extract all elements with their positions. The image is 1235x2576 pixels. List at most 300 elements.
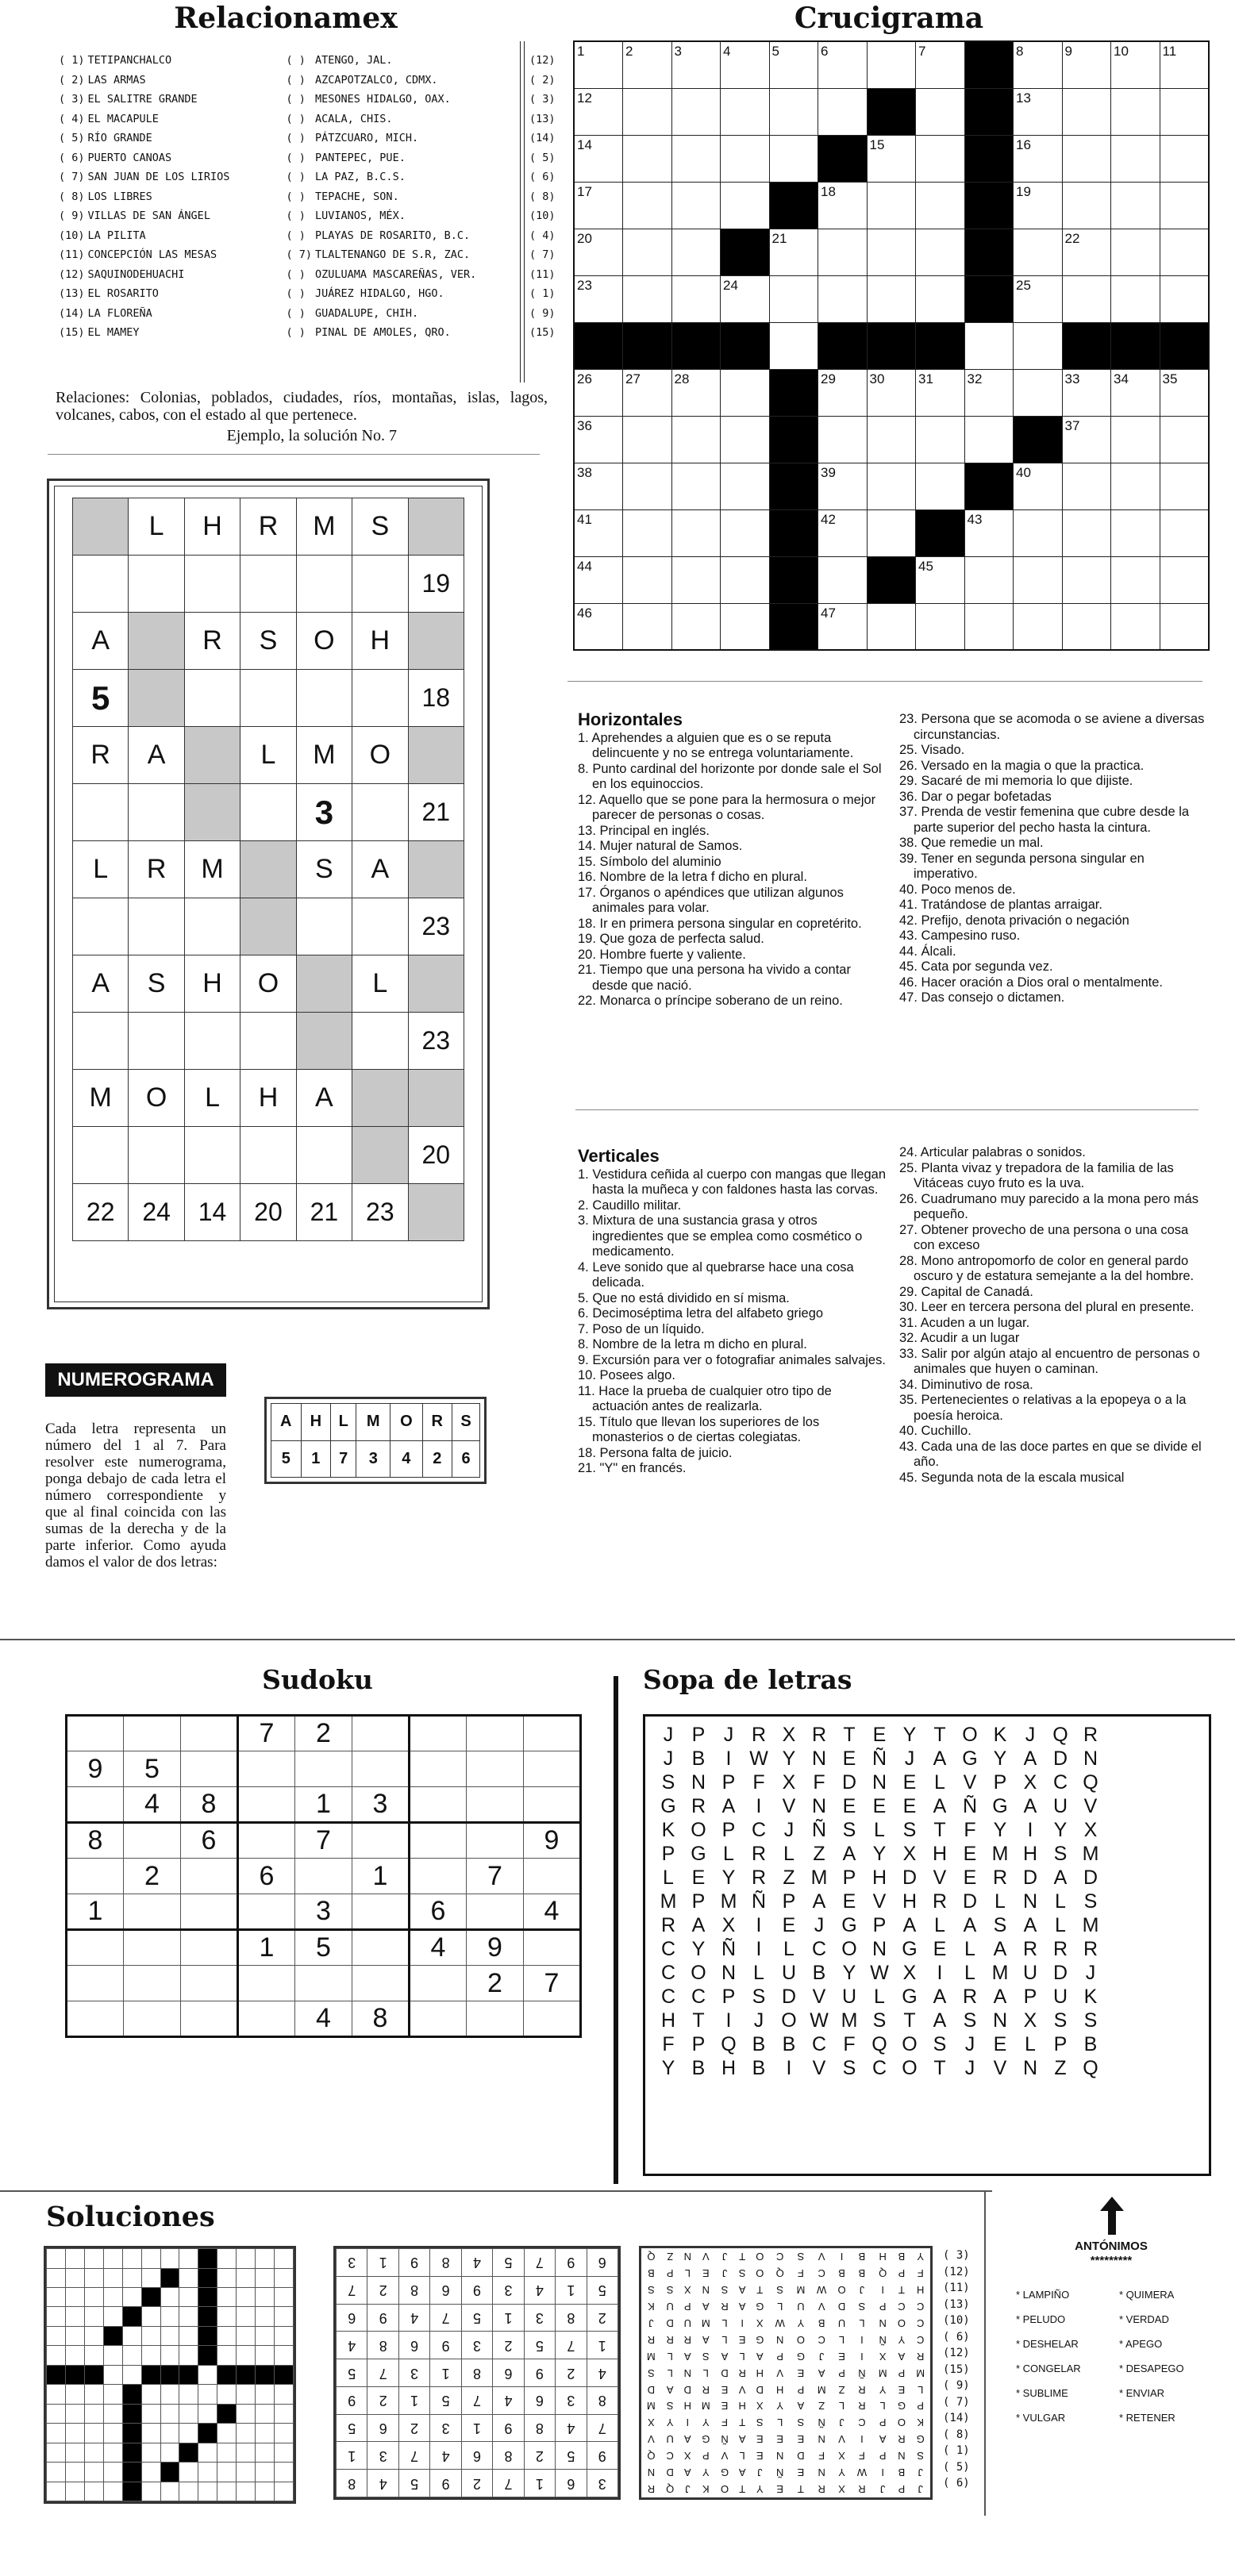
sopa-letter[interactable]: Y xyxy=(902,1723,917,1746)
numerograma-cell[interactable]: L xyxy=(129,498,184,556)
sopa-letter[interactable]: G xyxy=(902,1937,918,1960)
crossword-cell[interactable] xyxy=(867,603,916,650)
numerograma-cell[interactable] xyxy=(184,1013,240,1070)
sopa-letter[interactable]: T xyxy=(843,1723,856,1746)
sudoku-cell[interactable] xyxy=(467,1716,524,1751)
crossword-cell[interactable] xyxy=(1111,603,1160,650)
sopa-letter[interactable]: Ñ xyxy=(811,1818,827,1841)
sudoku-cell[interactable]: 1 xyxy=(238,1930,295,1966)
sopa-letter[interactable]: X xyxy=(782,1723,796,1746)
sudoku-cell[interactable] xyxy=(124,1823,181,1859)
crossword-cell[interactable]: 22 xyxy=(1062,229,1111,275)
sudoku-cell[interactable] xyxy=(67,1966,124,2001)
crossword-cell[interactable]: 31 xyxy=(916,369,965,416)
sopa-letter[interactable]: M xyxy=(991,1961,1009,1984)
sopa-letter[interactable]: F xyxy=(752,1771,765,1794)
crossword-cell[interactable]: 45 xyxy=(916,556,965,603)
sudoku-cell[interactable] xyxy=(181,1751,238,1787)
sopa-letter[interactable]: Y xyxy=(993,1818,1007,1841)
sopa-letter[interactable]: A xyxy=(902,1913,917,1936)
crossword-cell[interactable]: 42 xyxy=(818,509,868,556)
crossword-cell[interactable]: 46 xyxy=(574,603,623,650)
sopa-letter[interactable]: F xyxy=(843,2032,856,2055)
crossword-cell[interactable]: 25 xyxy=(1014,275,1063,322)
sudoku-cell[interactable] xyxy=(67,1716,124,1751)
sopa-letter[interactable]: Z xyxy=(783,1866,795,1889)
sudoku-cell[interactable]: 9 xyxy=(524,1823,581,1859)
numerograma-cell[interactable]: H xyxy=(240,1070,296,1127)
sopa-letter[interactable]: L xyxy=(934,1771,945,1794)
sopa-letter[interactable]: N xyxy=(721,1961,737,1984)
crossword-cell[interactable] xyxy=(1111,509,1160,556)
crossword-cell[interactable]: 36 xyxy=(574,416,623,463)
crossword-cell[interactable] xyxy=(721,135,770,182)
numerograma-cell[interactable]: H xyxy=(184,498,240,556)
crossword-cell[interactable] xyxy=(671,182,721,229)
crossword-cell[interactable] xyxy=(769,88,818,135)
relacion-cell[interactable]: ( ) xyxy=(286,112,306,125)
sopa-letter[interactable]: E xyxy=(902,1771,917,1794)
sopa-letter[interactable]: X xyxy=(1023,1771,1037,1794)
sudoku-cell[interactable] xyxy=(67,2001,124,2037)
numerograma-cell[interactable]: M xyxy=(184,841,240,898)
crossword-cell[interactable]: 27 xyxy=(623,369,672,416)
sopa-letter[interactable]: Z xyxy=(813,1842,825,1865)
numerograma-cell[interactable] xyxy=(129,784,184,841)
sopa-letter[interactable]: Ñ xyxy=(721,1937,737,1960)
sudoku-cell[interactable] xyxy=(352,1823,410,1859)
crossword-cell[interactable] xyxy=(1160,135,1209,182)
sopa-letter[interactable]: T xyxy=(933,1723,946,1746)
sopa-letter[interactable]: T xyxy=(903,2009,916,2032)
crossword-cell[interactable]: 40 xyxy=(1014,463,1063,509)
crossword-cell[interactable]: 16 xyxy=(1014,135,1063,182)
sopa-letter[interactable]: Y xyxy=(993,1747,1007,1770)
crossword-cell[interactable] xyxy=(818,556,868,603)
sudoku-cell[interactable]: 5 xyxy=(124,1751,181,1787)
sopa-letter[interactable]: H xyxy=(660,2009,676,2032)
sopa-letter[interactable]: C xyxy=(751,1818,767,1841)
sopa-letter[interactable]: H xyxy=(902,1890,918,1913)
numerograma-cell[interactable] xyxy=(352,670,408,727)
sudoku-cell[interactable]: 4 xyxy=(410,1930,467,1966)
crossword-cell[interactable] xyxy=(1160,275,1209,322)
crossword-cell[interactable] xyxy=(818,88,868,135)
sopa-letter[interactable]: E xyxy=(842,1747,856,1770)
sopa-letter[interactable]: J xyxy=(753,2009,764,2032)
sopa-letter[interactable]: P xyxy=(842,1866,856,1889)
crossword-cell[interactable] xyxy=(623,416,672,463)
crossword-cell[interactable] xyxy=(867,275,916,322)
sudoku-cell[interactable] xyxy=(67,1787,124,1823)
numerograma-cell[interactable] xyxy=(240,784,296,841)
crossword-cell[interactable] xyxy=(671,135,721,182)
sopa-letter[interactable]: M xyxy=(720,1890,737,1913)
sopa-letter[interactable]: I xyxy=(756,1794,762,1817)
numerograma-cell[interactable]: O xyxy=(352,727,408,784)
sopa-letter[interactable]: R xyxy=(1083,1937,1098,1960)
sopa-letter[interactable]: I xyxy=(1027,1818,1033,1841)
sopa-letter[interactable]: N xyxy=(691,1771,706,1794)
crossword-cell[interactable] xyxy=(1111,88,1160,135)
numerograma-cell[interactable]: M xyxy=(73,1070,129,1127)
sopa-letter[interactable]: N xyxy=(1083,1747,1098,1770)
crossword-cell[interactable] xyxy=(916,229,965,275)
sudoku-cell[interactable]: 6 xyxy=(238,1859,295,1894)
sopa-letter[interactable]: J xyxy=(1085,1961,1096,1984)
sopa-letter[interactable]: L xyxy=(964,1937,975,1960)
sudoku-cell[interactable] xyxy=(295,1859,352,1894)
numerograma-cell[interactable]: S xyxy=(296,841,352,898)
relacion-cell[interactable]: ( ) xyxy=(286,326,306,340)
sopa-letter[interactable]: J xyxy=(814,1913,825,1936)
numerograma-cell[interactable]: L xyxy=(352,955,408,1013)
sopa-letter[interactable]: Ñ xyxy=(962,1794,978,1817)
sudoku-cell[interactable] xyxy=(181,1930,238,1966)
numerograma-cell[interactable]: R xyxy=(240,498,296,556)
sopa-letter[interactable]: T xyxy=(933,1818,946,1841)
sudoku-cell[interactable] xyxy=(238,1894,295,1930)
sopa-letter[interactable]: N xyxy=(871,1771,887,1794)
crossword-cell[interactable]: 4 xyxy=(721,41,770,88)
sudoku-cell[interactable] xyxy=(238,1751,295,1787)
sopa-letter[interactable]: J xyxy=(904,1747,915,1770)
sopa-letter[interactable]: E xyxy=(872,1794,887,1817)
sopa-letter[interactable]: B xyxy=(752,2056,766,2079)
sopa-letter[interactable]: S xyxy=(752,1985,766,2008)
numerograma-cell[interactable] xyxy=(184,898,240,955)
sopa-letter[interactable]: I xyxy=(725,1747,732,1770)
sopa-letter[interactable]: A xyxy=(691,1913,706,1936)
sopa-letter[interactable]: Ñ xyxy=(751,1890,767,1913)
sudoku-cell[interactable]: 8 xyxy=(352,2001,410,2037)
crossword-cell[interactable]: 29 xyxy=(818,369,868,416)
sopa-letter[interactable]: Y xyxy=(872,1842,887,1865)
crossword-cell[interactable]: 6 xyxy=(818,41,868,88)
numerograma-cell[interactable]: O xyxy=(240,955,296,1013)
sopa-letter[interactable]: B xyxy=(752,2032,766,2055)
sudoku-cell[interactable]: 4 xyxy=(524,1894,581,1930)
sudoku-cell[interactable] xyxy=(467,2001,524,2037)
crossword-cell[interactable] xyxy=(671,88,721,135)
sudoku-cell[interactable] xyxy=(524,1751,581,1787)
relacion-cell[interactable]: ( ) xyxy=(286,210,306,223)
sopa-letter[interactable]: V xyxy=(812,2056,826,2079)
sopa-letter[interactable]: O xyxy=(781,2009,797,2032)
crossword-cell[interactable] xyxy=(671,603,721,650)
sopa-letter[interactable]: R xyxy=(1022,1937,1038,1960)
numerograma-cell[interactable]: A xyxy=(296,1070,352,1127)
crossword-cell[interactable]: 28 xyxy=(671,369,721,416)
sudoku-cell[interactable]: 7 xyxy=(467,1859,524,1894)
numerograma-cell[interactable]: M xyxy=(296,498,352,556)
sopa-letter[interactable]: R xyxy=(751,1723,767,1746)
numerograma-cell[interactable]: 22 xyxy=(73,1184,129,1241)
crossword-cell[interactable]: 12 xyxy=(574,88,623,135)
crossword-cell[interactable] xyxy=(769,275,818,322)
numerograma-cell[interactable] xyxy=(73,1013,129,1070)
sopa-letter[interactable]: X xyxy=(782,1771,796,1794)
crossword-cell[interactable]: 41 xyxy=(574,509,623,556)
numerograma-cell[interactable] xyxy=(240,670,296,727)
sopa-letter[interactable]: A xyxy=(933,1985,947,2008)
sudoku-cell[interactable] xyxy=(467,1787,524,1823)
crossword-cell[interactable] xyxy=(623,229,672,275)
crossword-cell[interactable] xyxy=(623,275,672,322)
crossword-cell[interactable] xyxy=(1062,556,1111,603)
sopa-letter[interactable]: R xyxy=(1052,1937,1068,1960)
sopa-letter[interactable]: P xyxy=(1053,2032,1068,2055)
sopa-letter[interactable]: A xyxy=(993,1937,1007,1960)
crossword-cell[interactable] xyxy=(1062,275,1111,322)
numerograma-cell[interactable] xyxy=(129,1013,184,1070)
crossword-cell[interactable]: 11 xyxy=(1160,41,1209,88)
sopa-letter[interactable]: X xyxy=(721,1913,736,1936)
sopa-letter[interactable]: X xyxy=(902,1961,917,1984)
sudoku-grid[interactable] xyxy=(65,1714,582,2038)
sopa-letter[interactable]: A xyxy=(1053,1866,1068,1889)
sopa-letter[interactable]: A xyxy=(963,1913,977,1936)
sudoku-cell[interactable]: 4 xyxy=(295,2001,352,2037)
crossword-cell[interactable] xyxy=(671,229,721,275)
sopa-letter[interactable]: J xyxy=(964,2032,975,2055)
crossword-cell[interactable]: 38 xyxy=(574,463,623,509)
sopa-letter[interactable]: R xyxy=(691,1794,706,1817)
sopa-letter[interactable]: F xyxy=(813,1771,825,1794)
crossword-cell[interactable] xyxy=(818,275,868,322)
sopa-letter[interactable]: P xyxy=(691,1890,706,1913)
numerograma-cell[interactable] xyxy=(129,898,184,955)
numerograma-cell[interactable]: 24 xyxy=(129,1184,184,1241)
crossword-cell[interactable] xyxy=(623,556,672,603)
crossword-cell[interactable] xyxy=(1062,463,1111,509)
crossword-cell[interactable] xyxy=(867,416,916,463)
sopa-letter[interactable]: A xyxy=(812,1890,826,1913)
sopa-letter[interactable]: G xyxy=(962,1747,978,1770)
crossword-cell[interactable]: 34 xyxy=(1111,369,1160,416)
sopa-letter[interactable]: L xyxy=(1055,1913,1066,1936)
sopa-letter[interactable]: L xyxy=(1025,2032,1036,2055)
sudoku-cell[interactable] xyxy=(181,2001,238,2037)
crossword-cell[interactable] xyxy=(671,556,721,603)
sopa-letter[interactable]: E xyxy=(872,1723,887,1746)
crossword-cell[interactable] xyxy=(916,182,965,229)
sopa-letter[interactable]: U xyxy=(1022,1961,1038,1984)
numerograma-cell[interactable] xyxy=(129,556,184,613)
crossword-cell[interactable] xyxy=(964,603,1014,650)
sopa-letter[interactable]: Q xyxy=(1083,2056,1098,2079)
numerograma-cell[interactable] xyxy=(73,898,129,955)
sopa-letter[interactable]: Q xyxy=(871,2032,887,2055)
crossword-cell[interactable] xyxy=(867,463,916,509)
numerograma-cell[interactable] xyxy=(73,1127,129,1184)
numerograma-cell[interactable]: 3 xyxy=(296,784,352,841)
numerograma-cell[interactable]: 20 xyxy=(240,1184,296,1241)
sudoku-cell[interactable]: 1 xyxy=(295,1787,352,1823)
sudoku-cell[interactable] xyxy=(238,1787,295,1823)
sopa-letter[interactable]: B xyxy=(812,1961,826,1984)
sudoku-cell[interactable]: 2 xyxy=(467,1966,524,2001)
crossword-cell[interactable]: 19 xyxy=(1014,182,1063,229)
sopa-letter[interactable]: P xyxy=(721,1818,736,1841)
crossword-cell[interactable] xyxy=(769,135,818,182)
crossword-cell[interactable]: 35 xyxy=(1160,369,1209,416)
numerograma-cell[interactable]: L xyxy=(73,841,129,898)
sopa-letter[interactable]: S xyxy=(842,1818,856,1841)
crossword-cell[interactable] xyxy=(1062,182,1111,229)
sudoku-cell[interactable] xyxy=(524,1859,581,1894)
crossword-cell[interactable] xyxy=(1160,463,1209,509)
numerograma-cell[interactable] xyxy=(240,1127,296,1184)
sopa-letter[interactable]: A xyxy=(933,1794,947,1817)
numerograma-cell[interactable] xyxy=(296,898,352,955)
sudoku-cell[interactable] xyxy=(295,1966,352,2001)
numerograma-cell[interactable]: 23 xyxy=(352,1184,408,1241)
sopa-letter[interactable]: X xyxy=(902,1842,917,1865)
sopa-letter[interactable]: I xyxy=(786,2056,792,2079)
numerograma-cell[interactable]: R xyxy=(129,841,184,898)
sopa-letter[interactable]: S xyxy=(842,2056,856,2079)
crossword-cell[interactable] xyxy=(1160,229,1209,275)
relacion-cell[interactable]: ( ) xyxy=(286,190,306,203)
crossword-cell[interactable] xyxy=(818,416,868,463)
sopa-letter[interactable]: G xyxy=(841,1913,857,1936)
crossword-cell[interactable]: 17 xyxy=(574,182,623,229)
sopa-letter[interactable]: U xyxy=(781,1961,797,1984)
numerograma-cell[interactable]: S xyxy=(240,613,296,670)
sopa-letter[interactable]: M xyxy=(841,2009,858,2032)
sopa-letter[interactable]: O xyxy=(691,1961,706,1984)
sopa-letter[interactable]: J xyxy=(723,1723,734,1746)
crossword-cell[interactable] xyxy=(867,509,916,556)
relacion-cell[interactable]: ( ) xyxy=(286,287,306,301)
numerograma-cell[interactable] xyxy=(240,1013,296,1070)
relacion-cell[interactable]: ( ) xyxy=(286,132,306,145)
sudoku-cell[interactable] xyxy=(238,1966,295,2001)
sopa-letter[interactable]: D xyxy=(1083,1866,1098,1889)
crossword-cell[interactable] xyxy=(1111,416,1160,463)
crossword-cell[interactable] xyxy=(916,88,965,135)
sopa-letter[interactable]: H xyxy=(932,1842,948,1865)
sopa-letter[interactable]: K xyxy=(661,1818,675,1841)
sopa-letter[interactable]: N xyxy=(811,1747,827,1770)
crossword-cell[interactable]: 5 xyxy=(769,41,818,88)
crossword-cell[interactable] xyxy=(1160,509,1209,556)
crossword-cell[interactable]: 2 xyxy=(623,41,672,88)
sopa-letter[interactable]: P xyxy=(993,1771,1007,1794)
sopa-letter[interactable]: S xyxy=(1053,1842,1068,1865)
numerograma-cell[interactable]: L xyxy=(184,1070,240,1127)
numerograma-cell[interactable] xyxy=(73,556,129,613)
sopa-letter[interactable]: L xyxy=(934,1913,945,1936)
sopa-letter[interactable]: Y xyxy=(661,2056,675,2079)
crossword-cell[interactable] xyxy=(1062,135,1111,182)
sopa-letter[interactable]: S xyxy=(1083,2009,1098,2032)
sopa-letter[interactable]: U xyxy=(841,1985,857,2008)
sudoku-cell[interactable] xyxy=(352,1966,410,2001)
numerograma-cell[interactable]: 23 xyxy=(408,1013,464,1070)
crossword-cell[interactable]: 23 xyxy=(574,275,623,322)
numerograma-cell[interactable] xyxy=(352,898,408,955)
crossword-cell[interactable] xyxy=(1160,182,1209,229)
sopa-letter[interactable]: W xyxy=(870,1961,889,1984)
crossword-cell[interactable] xyxy=(867,41,916,88)
crossword-cell[interactable]: 15 xyxy=(867,135,916,182)
sudoku-cell[interactable] xyxy=(295,1751,352,1787)
crossword-cell[interactable] xyxy=(769,322,818,369)
sopa-letter[interactable]: E xyxy=(691,1866,706,1889)
crossword-cell[interactable] xyxy=(964,556,1014,603)
relacion-cell[interactable]: ( ) xyxy=(286,267,306,281)
sudoku-cell[interactable]: 3 xyxy=(352,1787,410,1823)
sudoku-cell[interactable]: 9 xyxy=(467,1930,524,1966)
sopa-letter[interactable]: B xyxy=(1083,2032,1098,2055)
sopa-letter[interactable]: W xyxy=(810,2009,829,2032)
sopa-letter[interactable]: C xyxy=(871,2056,887,2079)
numerograma-cell[interactable]: A xyxy=(129,727,184,784)
crossword-cell[interactable] xyxy=(721,509,770,556)
crossword-cell[interactable] xyxy=(1014,369,1063,416)
sopa-letter[interactable]: L xyxy=(783,1842,794,1865)
sopa-letter[interactable]: D xyxy=(781,1985,797,2008)
sopa-letter[interactable]: T xyxy=(933,2056,946,2079)
sudoku-cell[interactable] xyxy=(410,1823,467,1859)
sudoku-cell[interactable] xyxy=(524,1930,581,1966)
crossword-cell[interactable] xyxy=(867,229,916,275)
sopa-letter[interactable]: R xyxy=(660,1913,676,1936)
sopa-letter[interactable]: G xyxy=(902,1985,918,2008)
crossword-cell[interactable] xyxy=(1111,182,1160,229)
sudoku-cell[interactable]: 8 xyxy=(181,1787,238,1823)
crossword-cell[interactable] xyxy=(671,509,721,556)
sopa-letter[interactable]: C xyxy=(660,1937,676,1960)
sopa-letter[interactable]: E xyxy=(993,2032,1007,2055)
sopa-letter[interactable]: I xyxy=(756,1913,762,1936)
sopa-letter[interactable]: E xyxy=(963,1866,977,1889)
numerograma-cell[interactable]: 18 xyxy=(408,670,464,727)
relacion-cell[interactable]: ( ) xyxy=(286,229,306,242)
sopa-letter[interactable]: A xyxy=(842,1842,856,1865)
sudoku-cell[interactable]: 6 xyxy=(181,1823,238,1859)
crossword-cell[interactable] xyxy=(916,135,965,182)
sopa-letter[interactable]: R xyxy=(932,1890,948,1913)
relacion-cell[interactable]: ( ) xyxy=(286,73,306,87)
sopa-letter[interactable]: J xyxy=(663,1747,674,1770)
sudoku-cell[interactable]: 1 xyxy=(67,1894,124,1930)
sopa-letter[interactable]: E xyxy=(842,1794,856,1817)
sopa-letter[interactable]: U xyxy=(1052,1985,1068,2008)
sudoku-cell[interactable] xyxy=(410,1787,467,1823)
crossword-cell[interactable]: 30 xyxy=(867,369,916,416)
sopa-letter[interactable]: R xyxy=(751,1842,767,1865)
crossword-cell[interactable] xyxy=(1062,603,1111,650)
numerograma-cell[interactable]: H xyxy=(352,613,408,670)
relacion-cell[interactable]: ( ) xyxy=(286,306,306,320)
crossword-cell[interactable] xyxy=(623,463,672,509)
numerograma-cell[interactable]: 21 xyxy=(408,784,464,841)
sopa-letter[interactable]: C xyxy=(811,1937,827,1960)
sopa-letter[interactable]: Y xyxy=(1053,1818,1068,1841)
numerograma-cell[interactable]: L xyxy=(240,727,296,784)
sopa-letter[interactable]: R xyxy=(811,1723,827,1746)
sudoku-cell[interactable] xyxy=(410,1859,467,1894)
sopa-letter[interactable]: B xyxy=(691,1747,706,1770)
sopa-letter[interactable]: G xyxy=(691,1842,706,1865)
numerograma-cell[interactable]: R xyxy=(184,613,240,670)
sopa-letter[interactable]: O xyxy=(902,2056,918,2079)
sudoku-cell[interactable] xyxy=(181,1894,238,1930)
crossword-cell[interactable]: 21 xyxy=(769,229,818,275)
